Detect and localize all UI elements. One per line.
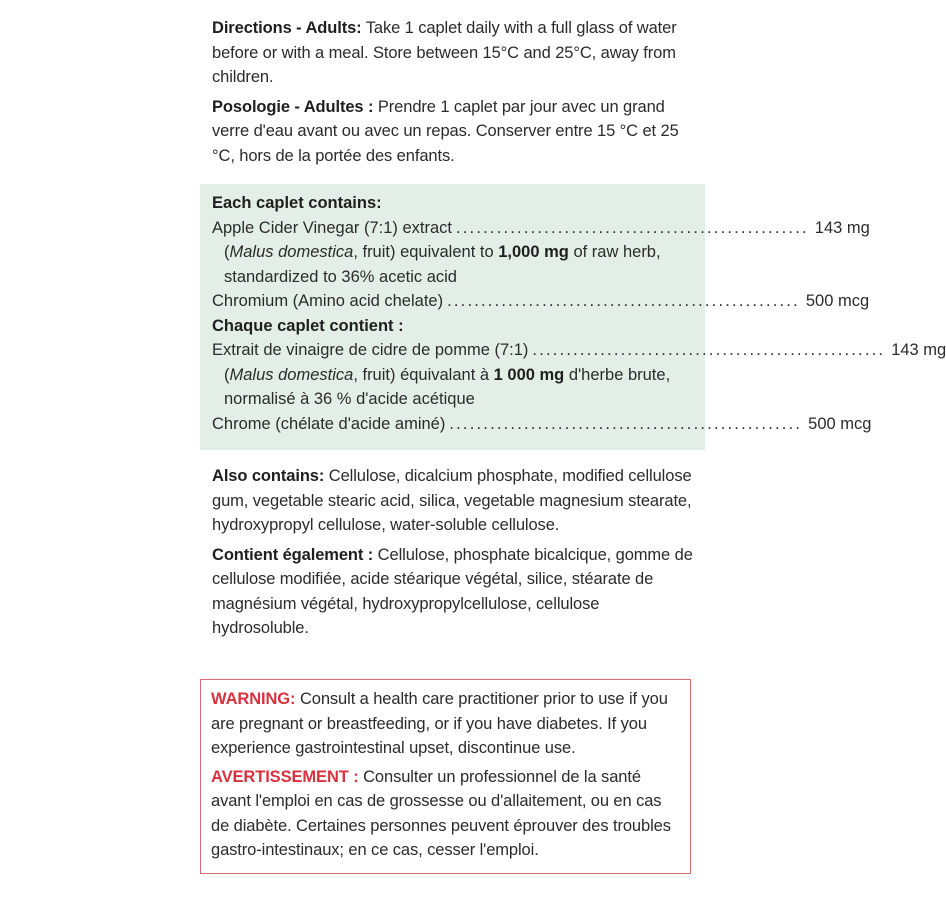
warning-en <box>201 687 690 761</box>
other-ingredients-en <box>200 464 705 538</box>
ingredients-panel <box>200 184 946 450</box>
directions-fr-heading: Posologie - Adultes : <box>212 97 374 116</box>
leader-dots: .................................................... <box>455 218 809 237</box>
warning-fr <box>201 765 690 863</box>
ingredients-fr-title: Chaque caplet contient : <box>212 316 404 335</box>
ingredient-note-text: , fruit) equivalent to <box>353 243 499 261</box>
warning-fr-text: Consulter un professionnel de la santé avant l'emploi en cas de grossesse ou d'allaitement, ou en cas de diabète. Certaines personnes peuvent éprouver des troubles gastro-intestinaux; en ce cas, cesser l'emploi. <box>211 767 671 859</box>
ingredient-name: Apple Cider Vinegar (7:1) extract <box>212 218 452 237</box>
ingredient-note-bold: 1,000 mg <box>498 243 569 261</box>
directions-fr-text: Prendre 1 caplet par jour avec un grand verre d'eau avant ou avec un repas. Conserver entre 15 °C et 25 °C, hors de la portée des enfants. <box>212 97 679 165</box>
ingredient-amount: 143 mg <box>814 218 870 237</box>
species-name: Malus domestica <box>229 243 354 261</box>
warning-fr-heading: AVERTISSEMENT : <box>211 767 359 786</box>
ingredient-note-text: d'herbe brute, normalisé à 36 % d'acide acétique <box>224 365 671 408</box>
other-ingredients-section <box>200 464 705 641</box>
warning-en-heading: WARNING: <box>211 690 296 708</box>
ingredient-amount: 500 mcg <box>808 414 872 433</box>
species-name: Malus domestica <box>229 365 354 384</box>
ingredient-note-text: of raw herb, standardized to 36% acetic acid <box>224 243 661 286</box>
other-ingredients-en-heading: Also contains: <box>212 467 325 485</box>
ingredient-row <box>200 216 870 241</box>
other-ingredients-fr-text: Cellulose, phosphate bicalcique, gomme de cellulose modifiée, acide stéarique végétal, silice, stéarate de magnésium végétal, hydroxypropylcellulose, cellulose hydrosoluble. <box>212 545 693 637</box>
other-ingredients-fr <box>200 543 705 641</box>
ingredient-name: Chromium (Amino acid chelate) <box>212 292 444 310</box>
directions-fr <box>200 95 705 169</box>
directions-en-text: Take 1 caplet daily with a full glass of water before or with a meal. Store between 15°C and 25°C, away from children. <box>212 19 677 86</box>
ingredient-row <box>200 412 872 437</box>
leader-dots: .................................................... <box>449 414 803 433</box>
ingredient-amount: 500 mcg <box>805 292 870 310</box>
directions-en-heading: Directions - Adults: <box>212 19 362 37</box>
ingredient-note: (Malus domestica, fruit) equivalent to 1,000 mg of raw herb, standardized to 36% acetic acid <box>224 243 661 286</box>
warning-box <box>200 679 691 874</box>
ingredient-amount: 143 mg <box>891 341 946 359</box>
ingredient-name: Extrait de vinaigre de cidre de pomme (7:1) <box>212 341 529 359</box>
ingredient-note-text: , fruit) équivalant à <box>353 365 494 384</box>
directions-en <box>200 16 705 90</box>
leader-dots: .................................................... <box>447 292 800 310</box>
ingredient-note: (Malus domestica, fruit) équivalant à 1 000 mg d'herbe brute, normalisé à 36 % d'acide acétique <box>224 365 671 408</box>
directions-section <box>200 16 705 168</box>
ingredient-row <box>200 289 870 314</box>
ingredients-en-title: Each caplet contains: <box>212 194 382 212</box>
ingredient-row <box>200 338 946 363</box>
ingredient-name: Chrome (chélate d'acide aminé) <box>212 414 446 433</box>
ingredient-note-bold: 1 000 mg <box>493 365 565 384</box>
leader-dots: .................................................... <box>532 341 886 359</box>
other-ingredients-fr-heading: Contient également : <box>212 545 374 564</box>
other-ingredients-en-text: Cellulose, dicalcium phosphate, modified cellulose gum, vegetable stearic acid, silica, vegetable magnesium stearate, hydroxypropyl cellulose, water-soluble cellulose. <box>212 467 692 534</box>
warning-en-text: Consult a health care practitioner prior to use if you are pregnant or breastfeeding, or if you have diabetes. If you experience gastrointestinal upset, discontinue use. <box>211 690 668 757</box>
